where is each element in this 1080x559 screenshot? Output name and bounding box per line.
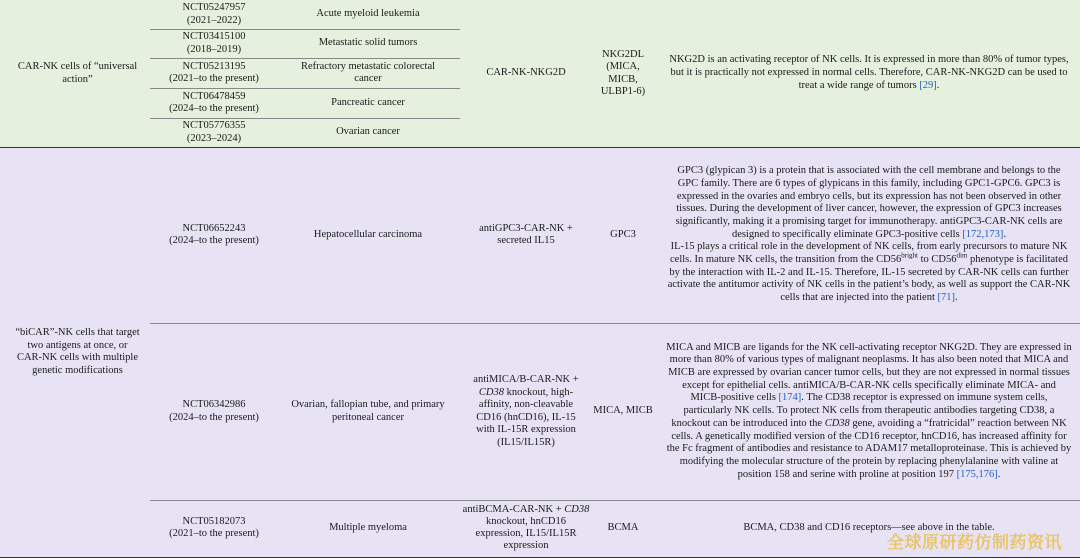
trial-id-cell <box>150 500 278 556</box>
trial-period: (2024–to the present) <box>169 103 259 114</box>
citation-link[interactable]: [71] <box>937 292 956 304</box>
disease-cell: Ovarian, fallopian tube, and primary peritoneal cancer <box>291 399 445 423</box>
row-divider <box>150 29 460 30</box>
trial-id: NCT06478459 <box>182 90 246 102</box>
row-divider <box>150 118 460 119</box>
trial-id-cell <box>150 29 278 58</box>
citation-link[interactable]: [174] <box>778 392 802 404</box>
trial-id: NCT05182073 <box>182 515 246 527</box>
construct-cell: antiBCMA-CAR-NK + CD38 knockout, hnCD16 expression, IL15/IL15R expression <box>462 504 590 551</box>
trial-period: (2021–2022) <box>186 14 242 26</box>
row-divider <box>150 58 460 59</box>
disease-cell: Multiple myeloma <box>329 521 407 533</box>
trial-period: (2024–to the present) <box>169 235 259 246</box>
row-divider <box>150 88 460 89</box>
trial-id-cell <box>150 0 278 29</box>
trial-period: (2024–to the present) <box>169 411 259 423</box>
disease-cell: Hepatocellular carcinoma <box>313 228 423 240</box>
target-cell: BCMA <box>607 521 639 533</box>
disease-cell: Ovarian cancer <box>336 126 400 138</box>
target-cell: GPC3 <box>610 228 636 240</box>
trial-id: NCT03415100 <box>182 31 246 42</box>
trial-period: (2023–2024) <box>186 132 242 144</box>
disease-cell: Metastatic solid tumors <box>318 37 418 49</box>
universal-group-label: CAR-NK cells of “universal action” <box>17 61 138 85</box>
disease-cell: Refractory metastatic colorectal cancer <box>300 60 436 84</box>
citation-link[interactable]: [172,173] <box>962 228 1004 240</box>
disease-cell: Pancreatic cancer <box>331 96 405 108</box>
citation-link[interactable]: [175,176] <box>956 468 998 480</box>
construct-cell: CAR-NK-NKG2D <box>486 67 566 79</box>
trial-id: NCT06342986 <box>182 399 246 410</box>
construct-cell: antiMICA/B-CAR-NK + CD38 knockout, high-affinity, non-cleavable CD16 (hnCD16), IL-15 with IL-15R expression (IL15/IL15R) <box>473 374 579 448</box>
trial-id: NCT05247957 <box>182 2 246 13</box>
watermark: 全球原研药仿制药资讯 <box>887 533 1062 553</box>
disease-cell: Acute myeloid leukemia <box>316 8 420 20</box>
target-cell: NKG2DL (MICA, MICB, ULBP1-6) <box>600 48 646 97</box>
trial-period: (2018–2019) <box>186 43 242 55</box>
description-cell: BCMA, CD38 and CD16 receptors—see above in the table. <box>743 521 995 533</box>
description-cell: GPC3 (glypican 3) is a protein that is associated with the cell membrane and belongs to the GPC family. There are 6 types of glypicans in this family, including GPC1-GPC6. GPC3 is expressed in the ovaries and embryo cells, but its expression has not been observed in other tissues. During the development of liver cancer, however, the expression of GPC3 increases significantly, making it a promising target for immunotherapy. antiGPC3-CAR-NK cells are designed to specifically eliminate GPC3-positive cells [172,173]. IL-15 plays a critical role in the development of NK cells, from early precursors to mature NK cells. In mature NK cells, the transition from the $CD56^{bright}$ to $CD56^{dim}$ phenotype is facilitated by the interaction with IL-2 and IL-15. Therefore, IL-15 secreted by CAR-NK cells can further activate the antitumor activity of NK cells in the patient’s body, as well as support the CAR-NK cells that are injected into the patient [71]. <box>667 165 1071 304</box>
description-cell: NKG2D is an activating receptor of NK cells. It is expressed in more than 80% of tumor types, but it is practically not expressed in normal cells. Therefore, CAR-NK-NKG2D can be used to treat a wide range of tumors [29]. <box>669 54 1069 91</box>
trial-period: (2021–to the present) <box>169 73 259 84</box>
trial-id-cell <box>150 88 278 118</box>
description-cell: MICA and MICB are ligands for the NK cell-activating receptor NKG2D. They are expressed in more than 80% of various types of malignant neoplasms. It has also been noted that MICA and MICB are expressed by ovarian cancer tumor cells, but they are not expressed in normal tissues except for epithelial cells. antiMICA/B-CAR-NK cells specifically eliminate MICA- and MICB-positive cells [174]. The CD38 receptor is expressed on immune system cells, particularly NK cells. To protect NK cells from therapeutic antibodies targeting CD38, a knockout can be introduced into the CD38 gene, avoiding a “fratricidal” reaction between NK cells. A genetically modified version of the CD16 receptor, hnCD16, has increased affinity for the Fc fragment of antibodies and resistance to ADAM17 metalloproteinase. This is achieved by modifying the molecular structure of the protein by replacing phenylalanine with valine at position 158 and serine with proline at position 197 [175,176]. <box>666 341 1072 480</box>
target-cell: MICA, MICB <box>593 405 653 417</box>
trial-id-cell <box>150 323 278 500</box>
citation-link[interactable]: [29] <box>919 79 937 91</box>
trial-id-cell <box>150 118 278 147</box>
trial-id: NCT05776355 <box>182 120 246 131</box>
table-bottom-border <box>0 557 1080 558</box>
construct-cell: antiGPC3-CAR-NK + secreted IL15 <box>479 222 573 246</box>
trial-id: NCT05213195 <box>182 60 246 72</box>
trial-id-cell <box>150 58 278 88</box>
trial-id: NCT06652243 <box>182 222 246 234</box>
bicar-group-label: “biCAR”-NK cells that target two antigens at once, or CAR-NK cells with multiple genetic modifications <box>15 327 140 376</box>
trial-id-cell <box>150 147 278 323</box>
trial-period: (2021–to the present) <box>169 528 259 539</box>
